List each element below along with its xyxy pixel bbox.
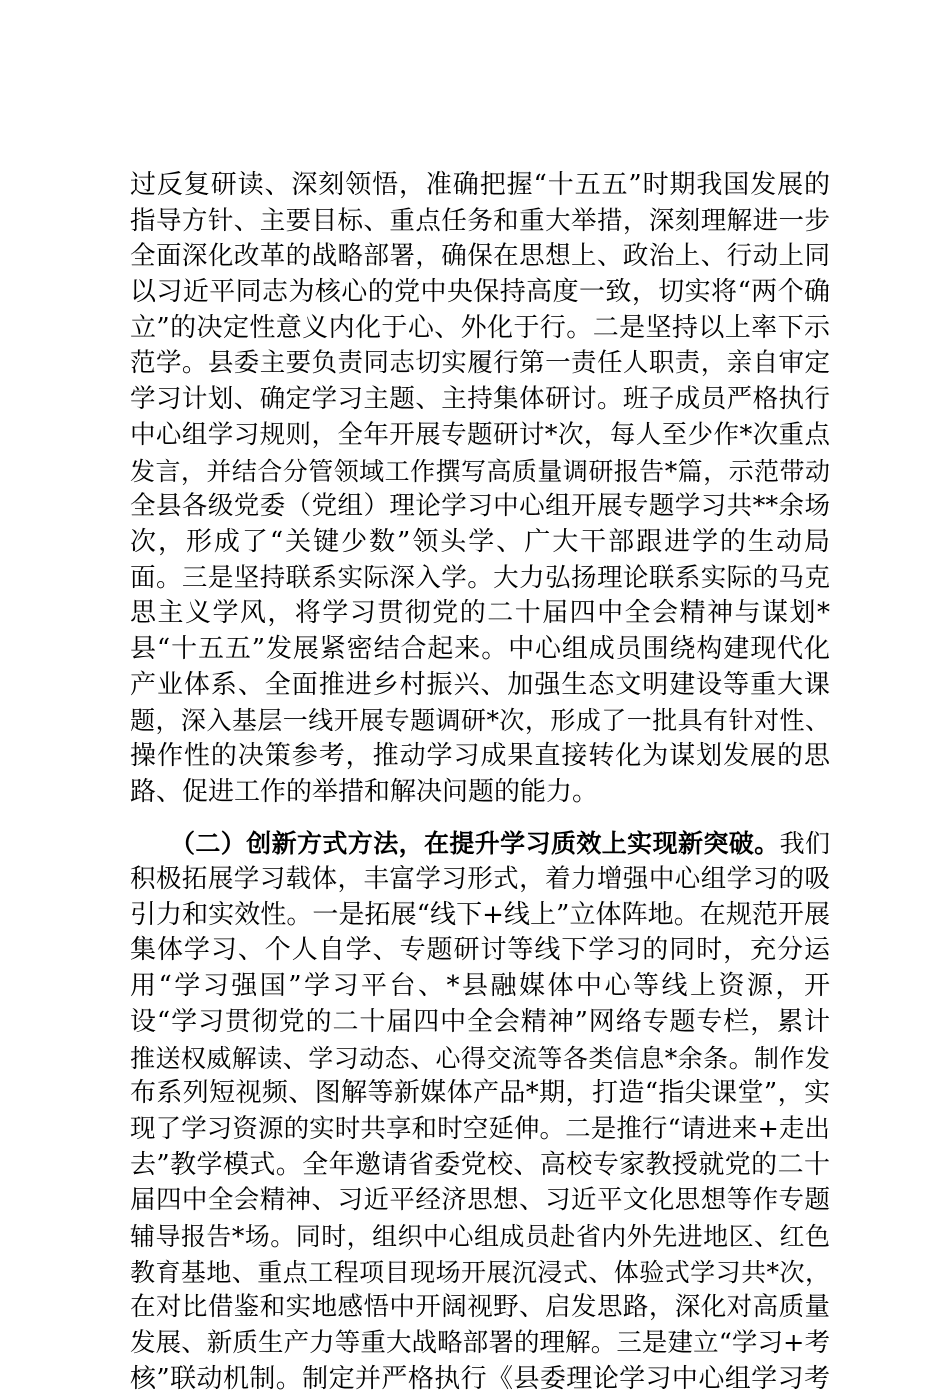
text-line: 立”的决定性意义内化于心、外化于行。二是坚持以上率下示 — [130, 312, 830, 343]
text-line: 届四中全会精神、习近平经济思想、习近平文化思想等作专题 — [130, 1185, 830, 1216]
text-line: 核”联动机制。制定并严格执行《县委理论学习中心组学习考 — [130, 1363, 830, 1394]
text-line: 集体学习、个人自学、专题研讨等线下学习的同时，充分运 — [130, 935, 830, 966]
text-line: 次，形成了“关键少数”领头学、广大干部跟进学的生动局 — [130, 526, 830, 557]
text-line: 布系列短视频、图解等新媒体产品*期，打造“指尖课堂”，实 — [130, 1078, 830, 1109]
text-line: 学习计划、确定学习主题、主持集体研讨。班子成员严格执行 — [130, 384, 830, 415]
section-heading: （二）创新方式方法，在提升学习质效上实现新突破。 — [170, 829, 780, 859]
text-line: 路、促进工作的举措和解决问题的能力。 — [130, 776, 599, 807]
text-line: 指导方针、主要目标、重点任务和重大举措，深刻理解进一步 — [130, 205, 830, 236]
text-line: 设“学习贯彻党的二十届四中全会精神”网络专题专栏，累计 — [130, 1006, 830, 1037]
text-line: 在对比借鉴和实地感悟中开阔视野、启发思路，深化对高质量 — [130, 1292, 830, 1323]
text-line: 过反复研读、深刻领悟，准确把握“十五五”时期我国发展的 — [130, 170, 830, 200]
text-line: 思主义学风，将学习贯彻党的二十届四中全会精神与谋划* — [130, 598, 830, 629]
document-page — [130, 168, 830, 1397]
text-line: 积极拓展学习载体，丰富学习形式，着力增强中心组学习的吸 — [130, 864, 830, 895]
paragraph-2-first-line — [130, 826, 830, 862]
text-line: 教育基地、重点工程项目现场开展沉浸式、体验式学习共*次， — [130, 1257, 830, 1287]
text-line: 全面深化改革的战略部署，确保在思想上、政治上、行动上同 — [130, 241, 830, 272]
paragraph-2 — [130, 826, 830, 1397]
text-line: 现了学习资源的实时共享和时空延伸。二是推行“请进来+走出 — [130, 1113, 830, 1144]
text-line: 操作性的决策参考，推动学习成果直接转化为谋划发展的思 — [130, 741, 830, 771]
paragraph-1 — [130, 168, 830, 810]
text-line: 以习近平同志为核心的党中央保持高度一致，切实将“两个确 — [130, 277, 830, 308]
text-line: 面。三是坚持联系实际深入学。大力弘扬理论联系实际的马克 — [130, 562, 830, 593]
text-line: 推送权威解读、学习动态、心得交流等各类信息*余条。制作发 — [130, 1043, 830, 1073]
text-line: 题，深入基层一线开展专题调研*次，形成了一批具有针对性、 — [130, 706, 830, 736]
paragraph-gap — [130, 810, 830, 826]
text-line: 县“十五五”发展紧密结合起来。中心组成员围绕构建现代化 — [130, 633, 830, 664]
text-line: 产业体系、全面推进乡村振兴、加强生态文明建设等重大课 — [130, 669, 830, 700]
text-line: 全县各级党委（党组）理论学习中心组开展专题学习共**余场 — [130, 491, 830, 522]
text-line: 辅导报告*场。同时，组织中心组成员赴省内外先进地区、红色 — [130, 1221, 830, 1251]
text-line: 发言，并结合分管领域工作撰写高质量调研报告*篇，示范带动 — [130, 456, 830, 486]
text-line: 范学。县委主要负责同志切实履行第一责任人职责，亲自审定 — [130, 348, 830, 379]
text-line: 中心组学习规则，全年开展专题研讨*次，每人至少作*次重点 — [130, 419, 830, 450]
heading-line-rest: 我们 — [779, 829, 830, 859]
text-line: 去”教学模式。全年邀请省委党校、高校专家教授就党的二十 — [130, 1149, 830, 1180]
text-line: 发展、新质生产力等重大战略部署的理解。三是建立“学习+考 — [130, 1328, 830, 1358]
text-line: 引力和实效性。一是拓展“线下+线上”立体阵地。在规范开展 — [130, 899, 830, 930]
text-line: 用“学习强国”学习平台、*县融媒体中心等线上资源，开 — [130, 971, 830, 1002]
